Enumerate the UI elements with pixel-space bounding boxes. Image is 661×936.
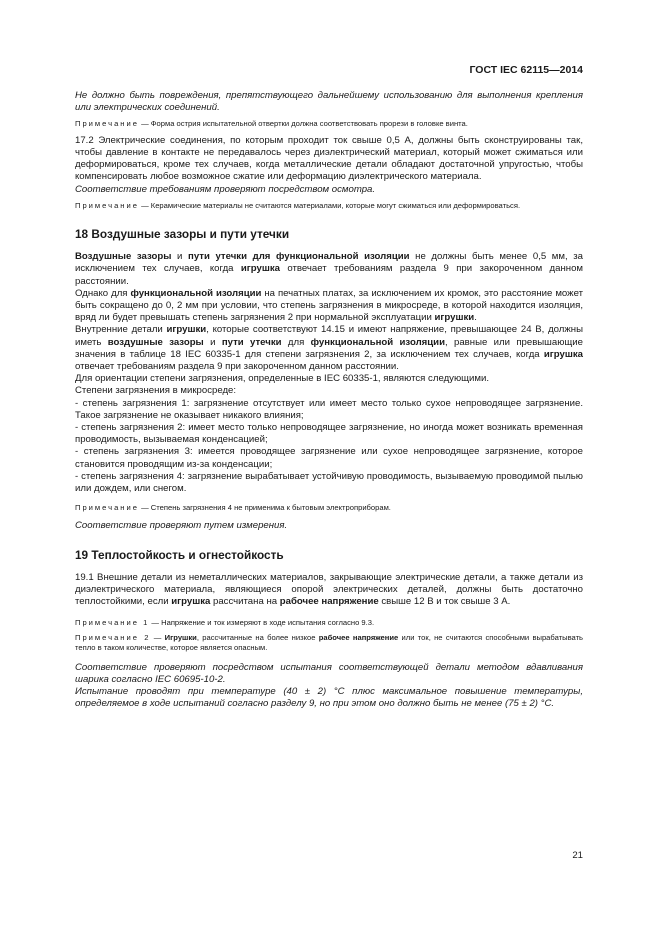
note-label: Примечание (75, 503, 139, 513)
text: и (203, 336, 222, 348)
text: свыше 12 В и ток свыше 3 А. (378, 596, 511, 608)
s19-paragraph-1 (75, 572, 583, 609)
s18-paragraph-5: Степени загрязнения в микросреде: (75, 385, 237, 397)
s18-paragraph-1 (75, 251, 583, 288)
note-text: — Форма острия испытательной отвертки должна соответствовать прорези в головке винта. (138, 119, 468, 129)
text: рассчитана на (210, 596, 280, 608)
document-page (75, 64, 583, 711)
text: 19.1 Внешние детали из неметаллических материалов, закрывающие электрические детали, а также детали из диэлектрического материала, являющиеся опорой электрических деталей, должны быть достаточно теплостойкими, если (75, 571, 583, 608)
list-item: - степень загрязнения 3: имеется проводящее загрязнение или сухое непроводящее загрязнение, которое становится проводящим из-за конденсации; (75, 446, 583, 470)
compliance-ball-pressure: Соответствие проверяют посредством испытания соответствующей детали методом вдавливания шарика согласно IEC 60695-10-2. (75, 661, 583, 685)
term: функциональной изоляции (130, 287, 262, 299)
term: игрушка (171, 596, 211, 608)
test-temperature: Испытание проводят при температуре (40 ± 2) °С плюс максимальное повышение температуры, определяемое в ходе испытаний согласно разделу 9, но при этом оно должно быть не менее (75 ± 2) °С. (75, 686, 583, 710)
note-text: — Напряжение и ток измеряют в ходе испытания согласно 9.3. (149, 617, 375, 627)
list-item: - степень загрязнения 1: загрязнение отсутствует или имеет место только сухое непроводящее загрязнение. Такое загрязнение не оказывает никакого влияния; (75, 397, 583, 421)
term: рабочее напряжение (318, 632, 399, 642)
text: и (171, 251, 189, 263)
term: игрушки (434, 312, 475, 324)
text: для (281, 336, 311, 348)
note-pollution-4 (75, 503, 583, 513)
term: Игрушки (164, 632, 197, 642)
note-screwdriver (75, 119, 583, 129)
list-item: - степень загрязнения 2: имеет место только непроводящее загрязнение, но иногда может возникать временная проводимость, вызываемая конденсацией; (75, 422, 583, 446)
term: игрушка (543, 348, 583, 360)
term: Воздушные зазоры (75, 251, 172, 263)
term: рабочее напряжение (279, 596, 379, 608)
page-number: 21 (572, 850, 583, 861)
term: пути утечки (221, 336, 282, 348)
section-19-heading: 19 Теплостойкость и огнестойкость (75, 547, 284, 562)
text: — (150, 632, 165, 642)
list-item: - степень загрязнения 4: загрязнение вырабатывает устойчивую проводимость, вызываемую проводимой пылью или дождем, или снегом. (75, 470, 583, 495)
paragraph-no-damage: Не должно быть повреждения, препятствующего дальнейшему использованию для выполнения крепления или электрических соединений. (75, 90, 583, 114)
note-label: Примечание 1 (75, 617, 150, 627)
text: на печатных платах, за исключением их кромок, это расстояние может быть сокращено до 0, 2 мм при условии, что степень загрязнения в микросреде, в которой находится изоляция, вряд ли будет превышать степень загрязнения 2 при нормальной эксплуатации (75, 287, 583, 324)
text: Однако для (75, 287, 131, 299)
compliance-inspection: Соответствие требованиям проверяют посредством осмотра. (75, 183, 376, 195)
text: Внутренние детали (75, 324, 167, 336)
term: игрушка (240, 263, 280, 275)
term: игрушки (166, 324, 207, 336)
note-19-2 (75, 633, 583, 654)
note-label: Примечание 2 (75, 632, 151, 642)
compliance-measurement: Соответствие проверяют путем измерения. (75, 519, 288, 531)
text: , рассчитанные на более низкое (196, 632, 319, 642)
term: воздушные зазоры (107, 336, 204, 348)
note-text: — Керамические материалы не считаются материалами, которые могут сжиматься или деформироваться. (138, 200, 521, 210)
s18-paragraph-2 (75, 288, 583, 325)
s18-paragraph-3 (75, 324, 583, 373)
text: отвечает требованиям раздела 9 при закороченном данном расстоянии. (75, 361, 399, 373)
document-header: ГОСТ IEC 62115—2014 (469, 64, 583, 76)
text: отвечает требованиям раздела 9 при закороченном данном расстоянии. (75, 263, 583, 287)
term: функциональной изоляции (310, 336, 445, 348)
term: пути утечки для функциональной изоляции (188, 251, 410, 263)
text: , равные или превышающие значения в таблице 18 IEC 60335-1 для степени загрязнения 2, за исключением тех случаев, когда (75, 336, 583, 360)
paragraph-17-2: 17.2 Электрические соединения, по которым проходит ток свыше 0,5 А, должны быть сконструированы так, чтобы давление в контакте не передавалось через диэлектрический материал, который может сжиматься или деформироваться, кроме тех случаев, когда металлические детали обладают достаточной упругостью, чтобы компенсировать любое возможное сжатие или деформацию диэлектрического материала. (75, 134, 583, 183)
note-ceramic (75, 201, 583, 211)
note-label: Примечание (75, 200, 139, 210)
text: . (474, 312, 477, 324)
note-text: — Степень загрязнения 4 не применима к бытовым электроприборам. (138, 503, 391, 513)
section-18-heading: 18 Воздушные зазоры и пути утечки (75, 227, 290, 242)
text: или ток, не считаются способными вырабатывать тепло в таком количестве, которое является опасным. (75, 632, 584, 653)
note-19-1 (75, 618, 583, 628)
note-label: Примечание (75, 119, 139, 129)
s18-paragraph-4: Для ориентации степени загрязнения, определенные в IEC 60335-1, являются следующими. (75, 373, 490, 385)
text: , которые соответствуют 14.15 и имеют напряжение, превышающее 24 В, должны иметь (75, 324, 584, 348)
text: не должны быть менее 0,5 мм, за исключением тех случаев, когда (75, 251, 583, 275)
